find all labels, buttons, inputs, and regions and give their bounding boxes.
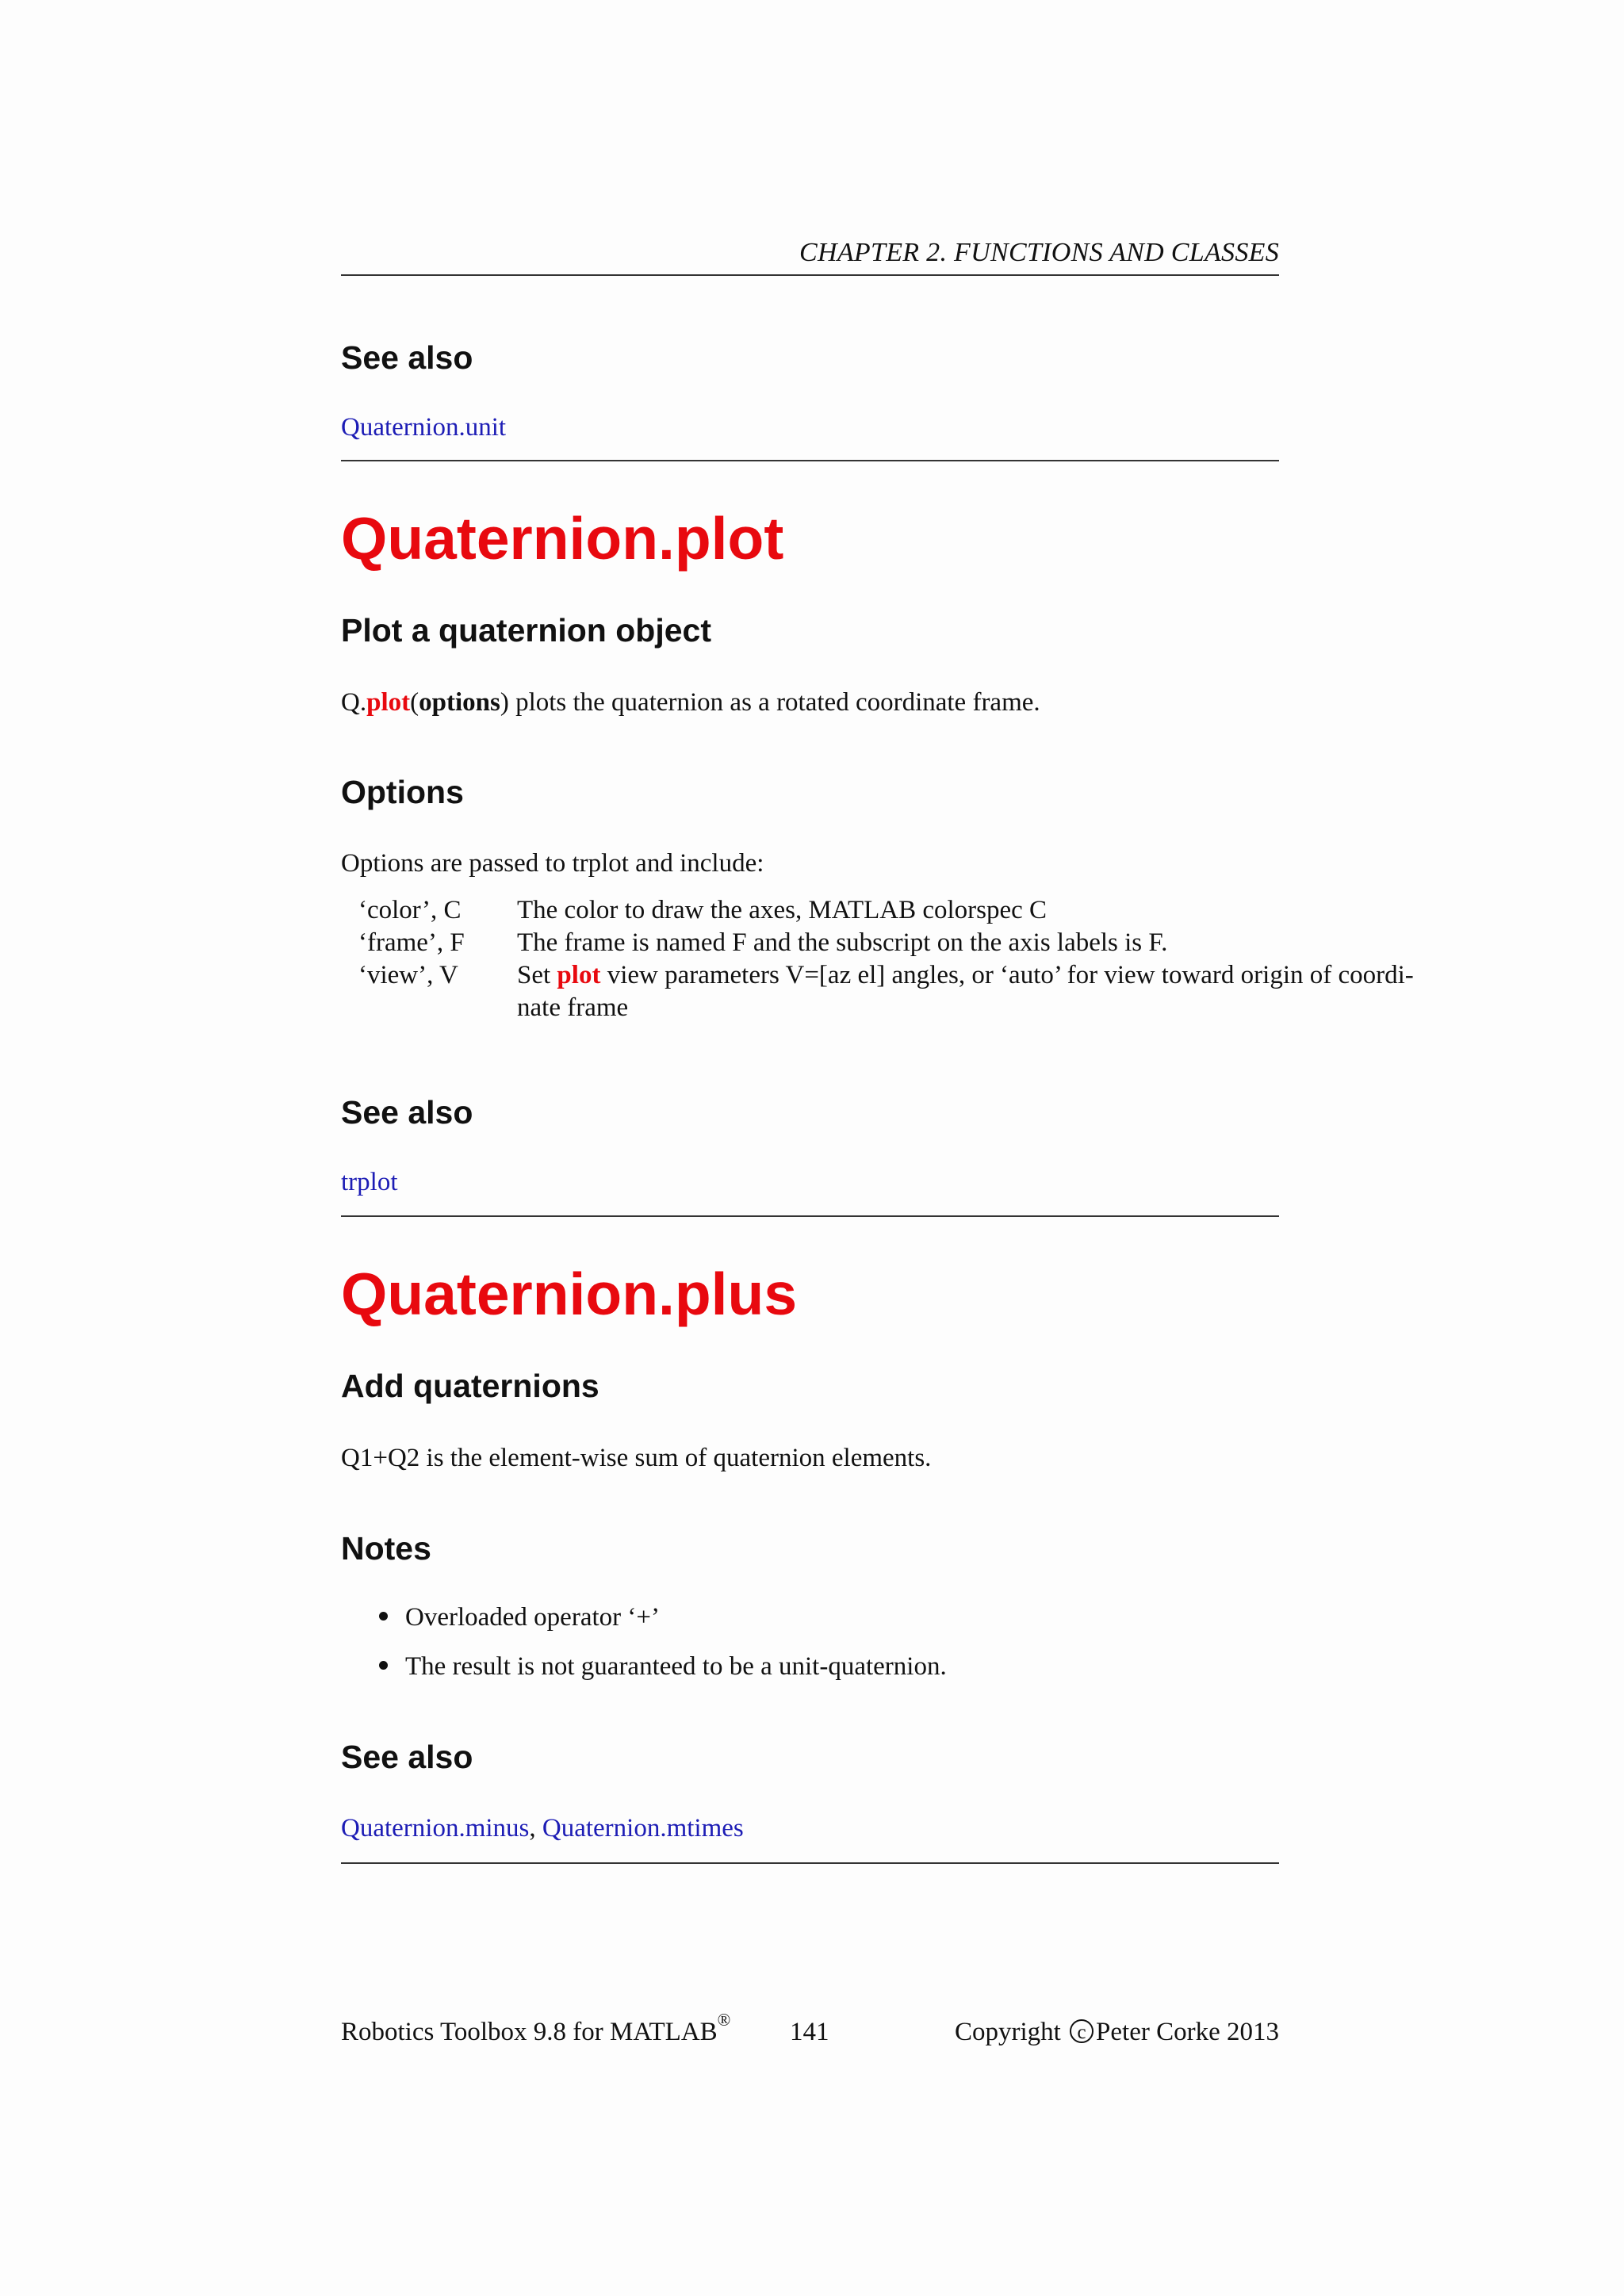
section-rule [341,1215,1279,1217]
note-item [379,1603,660,1632]
option-desc-line2: nate frame [517,993,629,1022]
option-desc: The color to draw the axes, MATLAB colorspec C [517,896,1048,924]
link-quaternion-unit[interactable]: Quaternion.unit [341,413,507,442]
option-desc-line1: view parameters V=[az el] angles, or ‘auto’ for view toward origin of coordi- [600,961,1414,989]
plot-description [341,686,1040,719]
registered-mark: ® [717,2010,731,2030]
desc-open-paren: ( [410,688,419,717]
link-trplot[interactable]: trplot [341,1168,398,1196]
bullet-icon [379,1661,388,1670]
option-key: ‘color’, C [358,896,462,924]
link-separator: , [529,1814,542,1843]
page-number: 141 [790,2018,829,2046]
see-also-list [341,1165,398,1199]
header-rule [341,274,1279,276]
running-head: CHAPTER 2. FUNCTIONS AND CLASSES [799,238,1279,267]
option-desc [517,959,1453,1024]
option-desc-prefix: Set [517,961,557,989]
notes-heading: Notes [341,1530,431,1567]
desc-function-name: plot [366,688,411,717]
footer-copyright [955,2018,1279,2047]
function-title-plot: Quaternion.plot [341,505,784,572]
desc-rest: ) plots the quaternion as a rotated coordinate frame. [500,688,1040,717]
options-intro: Options are passed to trplot and include: [341,849,764,878]
note-item [379,1652,947,1682]
option-key: ‘frame’, F [358,928,465,957]
note-text: Overloaded operator ‘+’ [405,1603,660,1632]
document-page [341,0,1414,2296]
link-quaternion-minus[interactable]: Quaternion.minus [341,1814,530,1843]
see-also-list [341,411,506,444]
see-also-heading: See also [341,1094,473,1131]
copyright-icon: c [1070,2019,1094,2043]
see-also-heading: See also [341,339,473,376]
option-desc: The frame is named F and the subscript on the axis labels is F. [517,928,1168,957]
options-heading: Options [341,774,464,810]
section-rule [341,460,1279,461]
bullet-icon [379,1612,388,1621]
plus-description: Q1+Q2 is the element-wise sum of quaternion elements. [341,1444,932,1472]
desc-argument: options [419,688,500,717]
link-quaternion-mtimes[interactable]: Quaternion.mtimes [542,1814,744,1843]
option-desc-function: plot [557,961,601,989]
see-also-heading: See also [341,1739,473,1775]
footer-title [341,2010,731,2047]
desc-prefix: Q. [341,688,367,717]
copyright-holder: Peter Corke 2013 [1096,2018,1279,2046]
note-text: The result is not guaranteed to be a unit-quaternion. [405,1652,947,1681]
option-key: ‘view’, V [358,961,458,989]
copyright-prefix: Copyright [954,2018,1068,2046]
see-also-list [341,1812,744,1845]
section-rule [341,1862,1279,1864]
function-subtitle-plus: Add quaternions [341,1368,599,1404]
function-title-plus: Quaternion.plus [341,1261,798,1327]
function-subtitle-plot: Plot a quaternion object [341,612,711,649]
footer-title-text: Robotics Toolbox 9.8 for MATLAB [341,2018,718,2046]
